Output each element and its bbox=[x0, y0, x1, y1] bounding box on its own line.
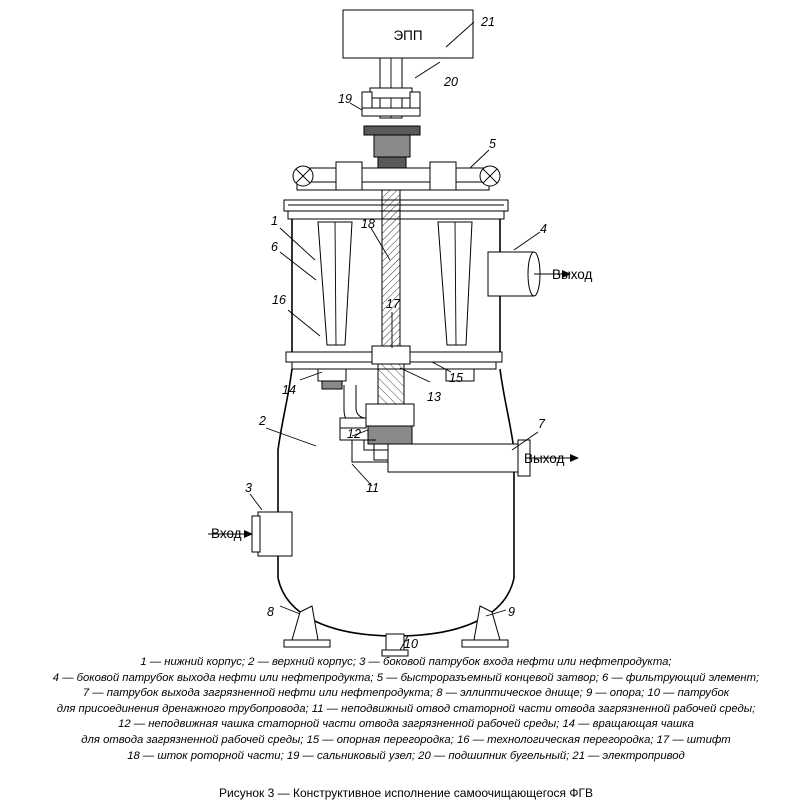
callout-8: 8 bbox=[267, 605, 274, 619]
filter-element-right bbox=[438, 222, 472, 345]
callout-21: 21 bbox=[481, 15, 495, 29]
callout-14: 14 bbox=[282, 383, 296, 397]
callout-leader-5 bbox=[470, 150, 489, 168]
callout-10: 10 bbox=[404, 637, 418, 651]
callout-3: 3 bbox=[245, 481, 252, 495]
legend-line-3: 7 — патрубок выхода загрязненной нефти или нефтепродукта; 8 — эллиптическое днище; 9 — опора; 10 — патрубок bbox=[82, 687, 730, 700]
outlet-top-label: Выход bbox=[552, 267, 593, 282]
callout-13: 13 bbox=[427, 390, 441, 404]
legend-line-6: для отвода загрязненной рабочей среды; 15 — опорная перегородка; 16 — технологическая перегородка; 17 — штифт bbox=[81, 733, 731, 746]
callout-18: 18 bbox=[361, 217, 375, 231]
callout-leader-1 bbox=[280, 228, 315, 260]
legend-line-7: 18 — шток роторной части; 19 — сальниковый узел; 20 — подшипник бугельный; 21 — электропривод bbox=[127, 749, 685, 762]
callout-11: 11 bbox=[366, 481, 379, 495]
callout-9: 9 bbox=[508, 605, 515, 619]
callout-5: 5 bbox=[489, 137, 496, 151]
callout-15: 15 bbox=[449, 371, 463, 385]
filter-element-left bbox=[318, 222, 352, 345]
callout-2: 2 bbox=[259, 414, 266, 428]
rotor-shaft bbox=[382, 190, 400, 350]
figure-caption: Рисунок 3 — Конструктивное исполнение самоочищающегося ФГВ bbox=[219, 786, 593, 800]
callout-17: 17 bbox=[386, 297, 400, 311]
figure-legend bbox=[0, 655, 812, 764]
inlet-label: Вход bbox=[211, 526, 242, 541]
callout-20: 20 bbox=[444, 75, 458, 89]
callout-leader-4 bbox=[514, 232, 540, 250]
callout-1: 1 bbox=[271, 214, 278, 228]
legend-line-1: 1 — нижний корпус; 2 — верхний корпус; 3 — боковой патрубок входа нефти или нефтепродукта; bbox=[140, 656, 672, 668]
callout-7: 7 bbox=[538, 417, 545, 431]
legend-line-4: для присоединения дренажного трубопровода; 11 — неподвижный отвод статорной части отвода загрязненной рабочей среды; bbox=[56, 702, 756, 715]
callout-leader-20 bbox=[415, 62, 440, 78]
callout-leader-3 bbox=[250, 494, 262, 510]
callout-leader-2 bbox=[266, 428, 316, 446]
outlet-bottom-label: Выход bbox=[524, 451, 565, 466]
callout-12: 12 bbox=[347, 427, 361, 441]
callout-6: 6 bbox=[271, 240, 278, 254]
callout-19: 19 bbox=[338, 92, 352, 106]
drive-box-label: ЭПП bbox=[393, 28, 423, 43]
legend-line-2: 4 — боковой патрубок выхода нефти или нефтепродукта; 5 — быстроразъемный концевой затвор; 6 — фильтрующий элемент; bbox=[52, 671, 760, 684]
support-partition bbox=[286, 346, 502, 404]
callout-16: 16 bbox=[272, 293, 286, 307]
legend-line-5: 12 — неподвижная чашка статорной части отвода загрязненной рабочей среды; 14 — вращающая чашка bbox=[118, 718, 694, 731]
callout-4: 4 bbox=[540, 222, 547, 236]
